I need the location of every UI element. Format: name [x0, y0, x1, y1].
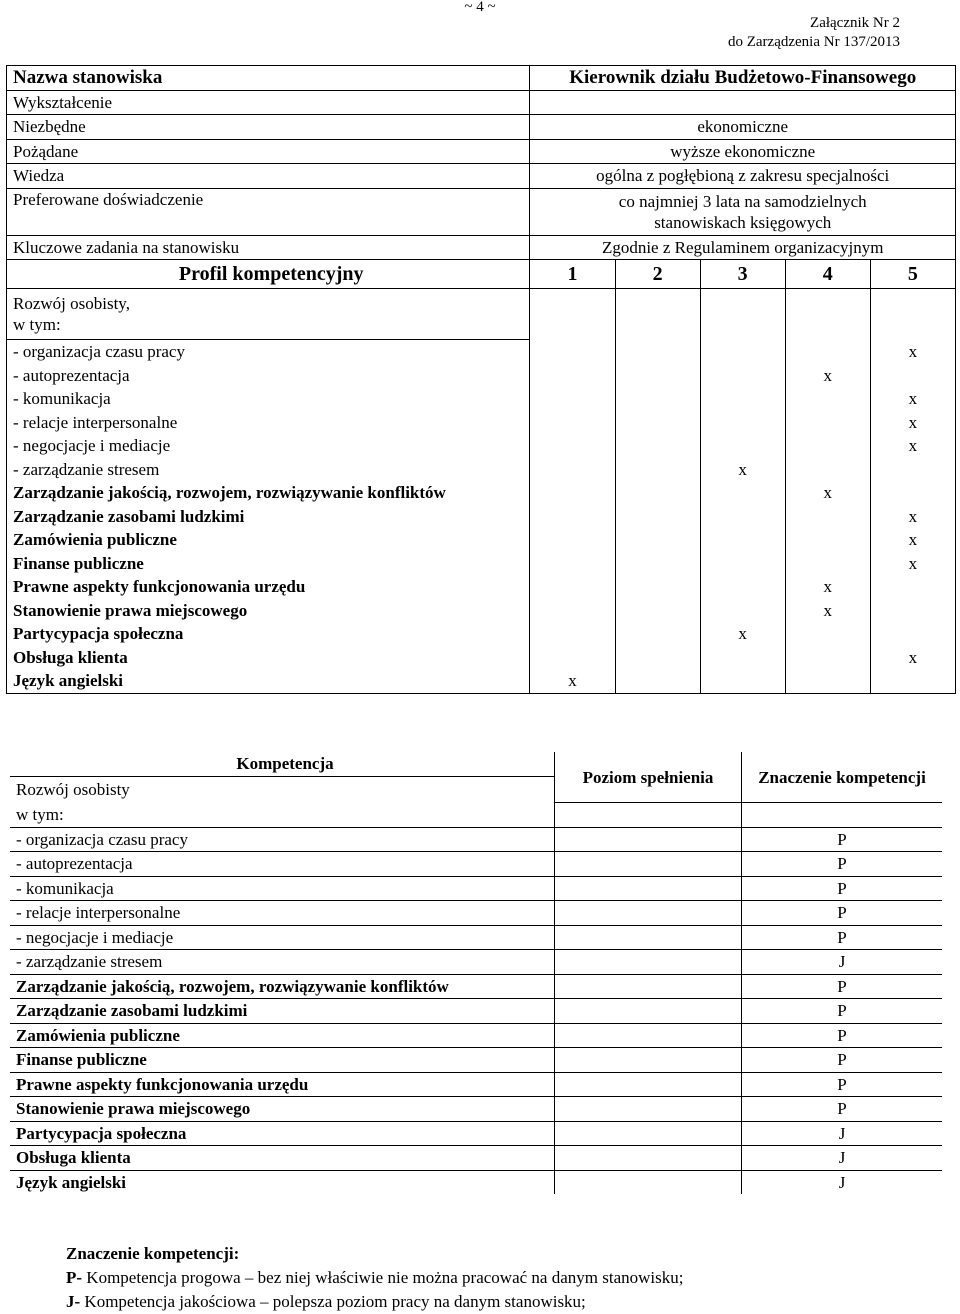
level-cell [615, 364, 700, 388]
level-met-cell [555, 803, 742, 828]
profile-group-line: w tym: [13, 315, 61, 334]
level-cell [785, 505, 870, 529]
info-label: Kluczowe zadania na stanowisku [7, 235, 530, 260]
level-cell [870, 289, 955, 340]
info-row [7, 188, 956, 235]
level-cell [615, 575, 700, 599]
level-met-cell [555, 974, 742, 999]
level-cell [700, 481, 785, 505]
legend-j-key: J- [66, 1292, 81, 1311]
level-cell [870, 411, 955, 435]
profile-row-label: Obsługa klienta [7, 646, 530, 670]
info-value: Kierownik działu Budżetowo-Finansowego [530, 66, 956, 91]
profile-row-label: - komunikacja [7, 387, 530, 411]
level-cell [700, 458, 785, 482]
page-number: ~ 4 ~ [464, 0, 496, 15]
level-cell [700, 289, 785, 340]
level-mark: x [908, 553, 918, 573]
level-cell [785, 669, 870, 693]
significance-cell: P [742, 1072, 943, 1097]
level-cell [870, 575, 955, 599]
level-cell [785, 646, 870, 670]
competence-row-label: Zarządzanie zasobami ludzkimi [10, 999, 555, 1024]
level-mark: x [738, 624, 747, 644]
level-cell [615, 622, 700, 646]
competence-row [10, 901, 942, 926]
info-label: Wykształcenie [7, 90, 530, 115]
competence-row-label: Obsługa klienta [10, 1146, 555, 1171]
significance-cell: P [742, 901, 943, 926]
info-label: Niezbędne [7, 115, 530, 140]
significance-cell: P [742, 999, 943, 1024]
level-cell [530, 622, 615, 646]
level-cell [700, 599, 785, 623]
level-met-cell [555, 876, 742, 901]
competence-row [10, 1048, 942, 1073]
level-cell [785, 622, 870, 646]
level-cell [870, 646, 955, 670]
info-value [530, 90, 956, 115]
info-label: Preferowane doświadczenie [7, 188, 530, 235]
profile-row [7, 622, 956, 646]
profile-row-label: - autoprezentacja [7, 364, 530, 388]
info-value: Zgodnie z Regulaminem organizacyjnym [530, 235, 956, 260]
info-value-line: co najmniej 3 lata na samodzielnych [618, 191, 867, 211]
level-cell [870, 528, 955, 552]
level-cell [530, 599, 615, 623]
level-cell [530, 364, 615, 388]
info-value: ekonomiczne [530, 115, 956, 140]
profile-row-label: Stanowienie prawa miejscowego [7, 599, 530, 623]
level-cell [700, 387, 785, 411]
profile-row-label: Zamówienia publiczne [7, 528, 530, 552]
annex-line1: Załącznik Nr 2 [810, 15, 900, 31]
profile-row-label: Finanse publiczne [7, 552, 530, 576]
level-met-header: Poziom spełnienia [555, 752, 742, 803]
level-cell [870, 552, 955, 576]
legend-title: Znaczenie kompetencji: [66, 1244, 240, 1263]
level-cell [530, 481, 615, 505]
level-mark: x [908, 530, 918, 550]
level-cell [615, 289, 700, 340]
info-label: Wiedza [7, 164, 530, 189]
level-cell [615, 528, 700, 552]
significance-cell: J [742, 1121, 943, 1146]
level-cell [615, 669, 700, 693]
level-met-cell [555, 999, 742, 1024]
annex-header [728, 14, 900, 52]
level-mark: x [823, 600, 833, 620]
competence-row-label: Zamówienia publiczne [10, 1023, 555, 1048]
competence-row [10, 925, 942, 950]
info-label: Nazwa stanowiska [7, 66, 530, 91]
profile-row [7, 646, 956, 670]
level-cell [530, 434, 615, 458]
level-cell [530, 575, 615, 599]
level-cell [785, 387, 870, 411]
level-cell [785, 364, 870, 388]
profile-row [7, 434, 956, 458]
level-cell [700, 411, 785, 435]
significance-cell: P [742, 852, 943, 877]
competence-row [10, 852, 942, 877]
competence-row-label: Stanowienie prawa miejscowego [10, 1097, 555, 1122]
info-row [7, 90, 956, 115]
level-cell [530, 646, 615, 670]
info-row [7, 164, 956, 189]
level-cell [530, 340, 615, 364]
level-cell [785, 289, 870, 340]
level-cell [700, 552, 785, 576]
level-mark: x [908, 506, 918, 526]
profile-row-label: - negocjacje i mediacje [7, 434, 530, 458]
profile-row [7, 387, 956, 411]
level-cell [615, 458, 700, 482]
profile-row [7, 528, 956, 552]
profile-row-label: - organizacja czasu pracy [7, 340, 530, 364]
profile-row-label: Prawne aspekty funkcjonowania urzędu [7, 575, 530, 599]
level-cell [785, 411, 870, 435]
level-cell [530, 552, 615, 576]
level-mark: x [823, 577, 833, 597]
level-cell [870, 622, 955, 646]
level-cell [870, 434, 955, 458]
competence-row-label: - organizacja czasu pracy [10, 827, 555, 852]
level-cell [615, 387, 700, 411]
annex-line2: do Zarządzenia Nr 137/2013 [727, 34, 900, 50]
level-cell [615, 599, 700, 623]
level-cell [870, 458, 955, 482]
level-met-cell [555, 1048, 742, 1073]
level-header: 2 [615, 260, 700, 289]
level-cell [870, 340, 955, 364]
level-cell [870, 481, 955, 505]
legend-p-key: P- [66, 1268, 83, 1287]
level-met-cell [555, 827, 742, 852]
competence-row-label: Zarządzanie jakością, rozwojem, rozwiązywanie konfliktów [10, 974, 555, 999]
level-cell [615, 411, 700, 435]
level-mark: x [908, 436, 918, 456]
profile-group-row [7, 289, 956, 340]
level-cell [785, 340, 870, 364]
profile-group-label [7, 289, 530, 340]
level-cell [700, 364, 785, 388]
profile-title: Profil kompetencyjny [7, 260, 530, 289]
competence-header-row [10, 752, 942, 776]
info-row [7, 139, 956, 164]
level-cell [700, 434, 785, 458]
level-cell [615, 646, 700, 670]
level-met-cell [555, 1146, 742, 1171]
significance-cell [742, 803, 943, 828]
level-cell [615, 340, 700, 364]
level-cell [870, 599, 955, 623]
level-mark: x [908, 342, 918, 361]
competence-row-label: - komunikacja [10, 876, 555, 901]
profile-row-label: Zarządzanie zasobami ludzkimi [7, 505, 530, 529]
level-cell [870, 387, 955, 411]
legend [66, 1242, 683, 1314]
info-label: Pożądane [7, 139, 530, 164]
significance-cell: P [742, 876, 943, 901]
competence-row-label: - negocjacje i mediacje [10, 925, 555, 950]
significance-cell: P [742, 925, 943, 950]
significance-cell: J [742, 1170, 943, 1194]
profile-row [7, 481, 956, 505]
info-row [7, 115, 956, 140]
competence-row [10, 1170, 942, 1194]
competence-row [10, 999, 942, 1024]
level-cell [530, 458, 615, 482]
profile-row-label: Zarządzanie jakością, rozwojem, rozwiązywanie konfliktów [7, 481, 530, 505]
profile-row [7, 458, 956, 482]
level-header: 4 [785, 260, 870, 289]
competence-row-label: Prawne aspekty funkcjonowania urzędu [10, 1072, 555, 1097]
level-cell [530, 289, 615, 340]
competence-group-row [10, 803, 942, 828]
level-cell [615, 505, 700, 529]
level-mark: x [908, 412, 918, 432]
info-value: wyższe ekonomiczne [530, 139, 956, 164]
profile-row [7, 364, 956, 388]
competence-group-label: Rozwój osobisty [10, 776, 555, 803]
profile-group-line: Rozwój osobisty, [13, 294, 130, 313]
legend-p-text: Kompetencja progowa – bez niej właściwie nie można pracować na danym stanowisku; [82, 1268, 684, 1287]
significance-cell: J [742, 1146, 943, 1171]
competence-header: Kompetencja [10, 752, 555, 776]
level-cell [530, 669, 615, 693]
competence-row-label: Język angielski [10, 1170, 555, 1194]
significance-cell: P [742, 1023, 943, 1048]
info-value: ogólna z pogłębioną z zakresu specjalności [530, 164, 956, 189]
level-cell [700, 622, 785, 646]
profile-row-label: - relacje interpersonalne [7, 411, 530, 435]
competence-row-label: Finanse publiczne [10, 1048, 555, 1073]
info-row [7, 66, 956, 91]
competence-row [10, 827, 942, 852]
profile-row-label: Język angielski [7, 669, 530, 693]
level-cell [700, 646, 785, 670]
competence-row [10, 1097, 942, 1122]
level-met-cell [555, 950, 742, 975]
profile-row [7, 340, 956, 364]
level-cell [700, 669, 785, 693]
significance-cell: J [742, 950, 943, 975]
level-mark: x [908, 389, 918, 409]
level-header: 3 [700, 260, 785, 289]
level-cell [700, 505, 785, 529]
level-cell [615, 434, 700, 458]
level-met-cell [555, 1072, 742, 1097]
level-mark: x [823, 483, 833, 503]
significance-cell: P [742, 827, 943, 852]
level-mark: x [568, 671, 577, 691]
competence-row [10, 1146, 942, 1171]
competence-significance-table [10, 752, 942, 1194]
level-cell [785, 458, 870, 482]
profile-row [7, 599, 956, 623]
significance-cell: P [742, 1097, 943, 1122]
level-cell [530, 411, 615, 435]
level-cell [530, 387, 615, 411]
significance-cell: P [742, 974, 943, 999]
level-cell [785, 528, 870, 552]
level-met-cell [555, 852, 742, 877]
level-cell [870, 364, 955, 388]
profile-row [7, 552, 956, 576]
significance-cell: P [742, 1048, 943, 1073]
level-met-cell [555, 1023, 742, 1048]
profile-row [7, 669, 956, 693]
competence-group-label: w tym: [10, 803, 555, 828]
competence-row [10, 876, 942, 901]
competence-row-label: - zarządzanie stresem [10, 950, 555, 975]
competence-row-label: - relacje interpersonalne [10, 901, 555, 926]
level-cell [785, 599, 870, 623]
profile-row-label: Partycypacja społeczna [7, 622, 530, 646]
level-met-cell [555, 925, 742, 950]
competence-row [10, 1121, 942, 1146]
significance-header: Znaczenie kompetencji [742, 752, 943, 803]
level-met-cell [555, 1097, 742, 1122]
level-cell [615, 552, 700, 576]
level-cell [530, 528, 615, 552]
level-met-cell [555, 901, 742, 926]
level-cell [700, 575, 785, 599]
level-cell [870, 505, 955, 529]
profile-row [7, 411, 956, 435]
level-header: 5 [870, 260, 955, 289]
competence-row [10, 950, 942, 975]
level-cell [870, 669, 955, 693]
info-value-line: stanowiskach księgowych [654, 212, 832, 232]
level-mark: x [823, 365, 833, 385]
profile-row-label: - zarządzanie stresem [7, 458, 530, 482]
level-met-cell [555, 1121, 742, 1146]
competence-row [10, 1023, 942, 1048]
competence-row-label: Partycypacja społeczna [10, 1121, 555, 1146]
level-cell [785, 481, 870, 505]
level-mark: x [908, 647, 918, 667]
info-value [530, 188, 956, 235]
level-cell [615, 481, 700, 505]
level-header: 1 [530, 260, 615, 289]
level-mark: x [738, 459, 747, 479]
level-met-cell [555, 1170, 742, 1194]
competence-row [10, 1072, 942, 1097]
legend-j-text: Kompetencja jakościowa – polepsza poziom pracy na danym stanowisku; [80, 1292, 586, 1311]
level-cell [700, 340, 785, 364]
level-cell [530, 505, 615, 529]
competence-row-label: - autoprezentacja [10, 852, 555, 877]
info-row [7, 235, 956, 260]
level-cell [785, 575, 870, 599]
level-cell [785, 552, 870, 576]
position-profile-table [6, 65, 956, 694]
profile-row [7, 575, 956, 599]
level-cell [785, 434, 870, 458]
level-cell [700, 528, 785, 552]
competence-row [10, 974, 942, 999]
profile-header-row [7, 260, 956, 289]
profile-row [7, 505, 956, 529]
